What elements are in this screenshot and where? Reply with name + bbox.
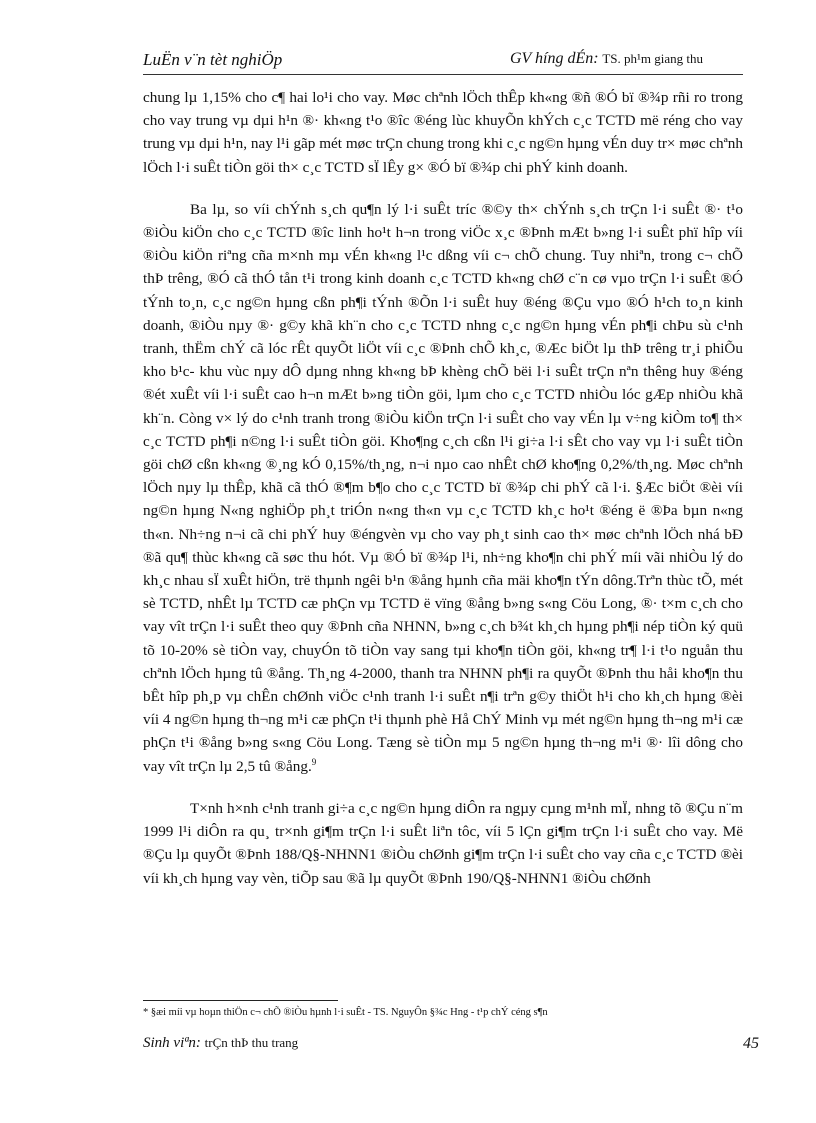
student-info [143,1035,298,1052]
supervisor-name: TS. ph¹m giang thu [602,51,703,66]
page-number: 45 [743,1035,759,1052]
supervisor [510,50,703,68]
supervisor-label: GV híng dÉn: [509,50,599,67]
thesis-title: LuËn v¨n tèt nghiÖp [143,50,283,69]
paragraph-1: chung lµ 1,15% cho c¶ hai lo¹i cho vay. Møc chªnh lÖch thÊp kh«ng ®ñ ®Ó bï ®¾p rñi ro trong cho vay trung vµ dµi h¹n ®· kh«ng t¹o ®îc ®éng lùc khuyÕn khÝch c¸c TCTD më réng cho vay trung vµ dµi h¹n, nay l¹i gãp mét møc trÇn chung trong khi c¸c ng©n hµng vÉn duy tr× møc chªnh lÖch l·i suÊt tiÒn göi th× c¸c TCTD sÏ lÊy g× ®Ó bï ®¾p chi phÝ kinh doanh. [143,89,743,176]
paragraph-3: T×nh h×nh c¹nh tranh gi÷a c¸c ng©n hµng diÔn ra ngµy cµng m¹nh mÏ, nhng tõ ®Çu n¨m 1999 l¹i diÔn ra qu¸ tr×nh gi¶m trÇn l·i suÊt liªn tôc, víi 5 lÇn gi¶m trÇn l·i suÊt cho vay. Më ®Çu lµ quyÕt ®Þnh 188/Q§-NHNN1 ®iÒu chØnh gi¶m trÇn l·i suÊt cho vay cña c¸c TCTD ®èi víi kh¸ch hµng vay vèn, tiÕp sau ®ã lµ quyÕt ®Þnh 190/Q§-NHNN1 ®iÒu chØnh [143,799,743,887]
footnote-reference: 9 [311,756,317,767]
student-name: trÇn thÞ thu trang [204,1035,299,1050]
footnote: * §æi míi vµ hoµn thiÖn c¬ chÕ ®iÒu hµnh l·i suÊt - TS. NguyÔn §¾c Hng - t¹p chÝ céng s¶n [143,1007,548,1018]
page-header [143,48,743,75]
footnote-divider [143,1000,338,1001]
paragraph-2-text: Ba lµ, so víi chÝnh s¸ch qu¶n lý l·i suÊt tríc ®©y th× chÝnh s¸ch trÇn l·i suÊt ®· t¹o ®iÒu kiÖn cho c¸c TCTD ®îc linh ho¹t h¬n trong viÖc x¸c ®Þnh mÆt b»ng l·i suÊt phï hîp víi ®iÒu kiÖn riªng cña m×nh mµ vÉn kh«ng l¹c dßng víi c¬ chÕ chung. Tuy nhiªn, trong c¬ chÕ thÞ trêng, ®Ó cã thÓ tån t¹i trong kinh doanh c¸c TCTD kh«ng chØ c¨n cø vµo trÇn l·i suÊt ®Ó tÝnh to¸n, c¸c ng©n hµng cßn ph¶i tÝnh ®Õn l·i suÊt huy ®éng ®Çu vµo ®Ó h¹ch to¸n kinh doanh, ®iÒu nµy ®· g©y khã kh¨n cho c¸c TCTD nhng c¸c ng©n hµng vÉn ph¶i chÞu sù c¹nh tranh, thËm chÝ cã lóc rÊt quyÕt liÖt víi c¸c ®Þnh chÕ kh¸c, ®Æc biÖt lµ thÞ trêng tr¸i phiÕu kho b¹c- khu vùc nµy dÔ dµng nhng kh«ng bÞ khèng chÕ bëi l·i suÊt trÇn nªn thêng huy ®éng ®ét xuÊt víi l·i suÊt cao h¬n mÆt b»ng tiÒn göi, lµm cho c¸c TCTD nhiÒu lóc gÆp nhiÒu khã kh¨n. Còng v× lý do c¹nh tranh trong ®iÒu kiÖn trÇn l·i suÊt cho vay vÉn lµ v÷ng kiÒm to¶ th× c¸c TCTD ph¶i n©ng l·i suÊt tiÒn göi. Kho¶ng c¸ch cßn l¹i gi÷a l·i sÊt cho vay vµ l·i suÊt tiÒn göi chØ cßn kh«ng ®¸ng kÓ 0,15%/th¸ng, n¬i nµo cao nhÊt chØ kho¶ng 0,2%/th¸ng. Møc chªnh lÖch nµy lµ thÊp, khã cã thÓ ®¶m b¶o cho c¸c TCTD bï ®¾p chi phÝ cã l·i. §Æc biÖt ®èi víi ng©n hµng N«ng nghiÖp ph¸t triÓn n«ng th«n vµ c¸c TCTD kh¸c ho¹t ®éng ë ®Þa bµn n«ng th«n. Nh÷ng n¬i cã chi phÝ huy ®éngvèn vµ cho vay ph¸t sinh cao th× møc chªnh lÖch nhá bÐ ®ã qu¶ thùc kh«ng cã søc thu hót. Vµ ®Ó bï ®¾p l¹i, nh÷ng kho¶n chi phÝ míi vãi nhiÒu lý do kh¸c nhau sÏ xuÊt hiÖn, trë thµnh ngêi b¹n ®ång hµnh cña mäi kho¶n tÝn dông.Trªn thùc tÕ, mét sè TCTD, nhÊt lµ TCTD cæ phÇn vµ TCTD ë vïng ®ång b»ng s«ng Cöu Long, ®· t×m c¸ch cho vay vît trÇn l·i suÊt theo quy ®Þnh cña NHNN, b»ng c¸ch b¾t kh¸ch hµng ph¶i nép tiÒn ký quü tõ 10-20% sè tiÒn vay, chuyÓn tõ tiÒn vay sang tµi kho¶n tiÒn göi, kh«ng tr¶ l·i t¹o nguån thu chªnh lÖch hµng tû ®ång. Th¸ng 4-2000, thanh tra NHNN ph¶i ra quyÕt ®Þnh thu håi kho¶n thu bÊt hîp ph¸p vµ chÊn chØnh viÖc c¹nh tranh l·i suÊt n¶i trªn g©y thiÖt h¹i cho kh¸ch hµng ®èi víi 4 ng©n hµng th¬ng m¹i cæ phÇn t¹i thµnh phè Hå ChÝ Minh vµ mét ng©n hµng th¬ng m¹i cæ phÇn t¹i ®ång b»ng s«ng Cöu Long. Tæng sè tiÒn mµ 5 ng©n hµng th¬ng m¹i ®· lîi dông cho vay vît trÇn lµ 2,5 tû ®ång. [143,200,743,775]
paragraph-2 [143,198,743,778]
body-text [143,86,743,890]
student-label: Sinh viªn: [143,1035,201,1051]
